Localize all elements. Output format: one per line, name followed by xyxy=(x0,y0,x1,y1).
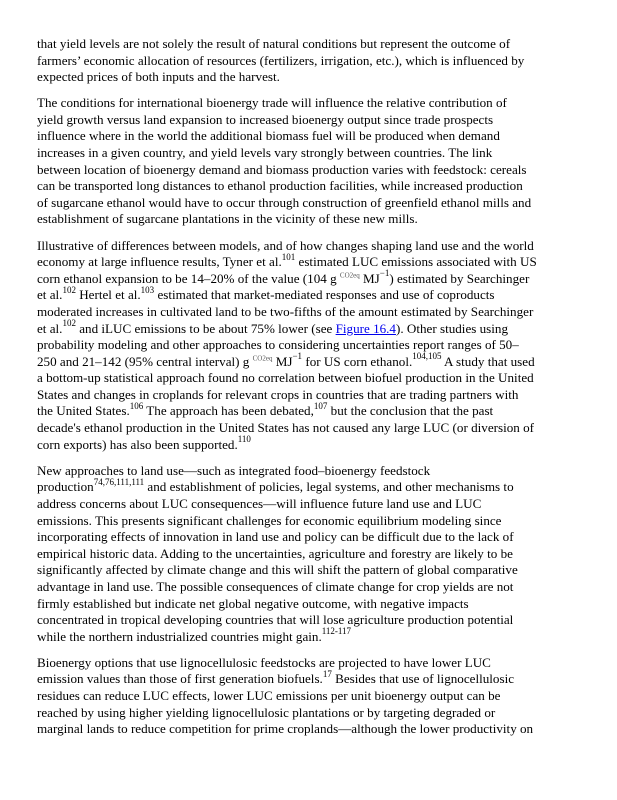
text-line: Illustrative of differences between models, and of how changes shaping land use and the world xyxy=(37,237,534,253)
text-line: The conditions for international bioenergy trade will influence the relative contribution of xyxy=(37,95,507,111)
text-line: establishment of sugarcane plantations in the vicinity of these new mills. xyxy=(37,211,418,227)
text-line: while the northern industrialized countries might gain. xyxy=(37,628,322,644)
text-line: emissions. This presents significant challenges for economic equilibrium modeling since xyxy=(37,512,502,528)
text-line: marginal lands to reduce competition for prime croplands—although the lower productivity on xyxy=(37,721,534,737)
text-line: production xyxy=(37,479,94,495)
text-line: Bioenergy options that use lignocellulosic feedstocks are projected to have lower LUC xyxy=(37,654,491,670)
text-line: A study that used xyxy=(441,353,535,369)
exponent: −1 xyxy=(379,268,390,279)
text-line: a bottom-up statistical approach found no correlation between biofuel production in the United xyxy=(37,370,534,386)
text-line: Besides that use of lignocellulosic xyxy=(331,671,515,687)
citation-ref: 17 xyxy=(322,669,332,680)
text-line: for US corn ethanol. xyxy=(302,353,413,369)
text-line: corn exports) has also been supported. xyxy=(37,436,238,452)
citation-ref: 102 xyxy=(62,318,76,329)
text-line: and establishment of policies, legal systems, and other mechanisms to xyxy=(144,479,514,495)
text-line: influence where in the world the additional biomass fuel will be produced when demand xyxy=(37,128,500,144)
paragraph-model-differences xyxy=(37,238,583,454)
paragraph-lignocellulosic xyxy=(37,655,583,738)
text-line: probability modeling and other approaches to considering uncertainties report ranges of 50– xyxy=(37,337,519,353)
citation-ref: 106 xyxy=(129,401,144,412)
text-line: residues can reduce LUC effects, lower LUC emissions per unit bioenergy output can be xyxy=(37,687,501,703)
text-line: et al. xyxy=(37,320,63,336)
text-line: States and changes in croplands for relevant crops in countries that are trading partners with xyxy=(37,386,519,402)
exponent: −1 xyxy=(292,351,303,362)
text-line: yield growth versus land expansion to increased bioenergy output since trade prospects xyxy=(37,111,494,127)
citation-ref: 107 xyxy=(313,401,328,412)
text-line: concentrated in tropical developing countries that will lose agriculture production potential xyxy=(37,612,514,628)
citation-ref: 102 xyxy=(62,284,76,295)
text-line: estimated LUC emissions associated with US xyxy=(295,254,537,270)
text-line: expected prices of both inputs and the harvest. xyxy=(37,69,280,85)
text-line: but the conclusion that the past xyxy=(327,403,494,419)
text-line: The approach has been debated, xyxy=(143,403,314,419)
text-line: and iLUC emissions to be about 75% lower (see xyxy=(75,320,336,336)
citation-ref: 104,105 xyxy=(412,351,442,362)
paragraph-yield-levels xyxy=(37,36,583,86)
text-line: significantly affected by climate change and this will shift the pattern of global comparative xyxy=(37,562,518,578)
text-line: that yield levels are not solely the result of natural conditions but represent the outcome of xyxy=(37,36,511,51)
text-line: New approaches to land use—such as integrated food–bioenergy feedstock xyxy=(37,462,431,478)
text-line: 250 and 21–142 (95% central interval) g xyxy=(37,353,253,369)
text-line: reached by using higher yielding lignocellulosic plantations or by targeting degraded or xyxy=(37,704,496,720)
text-line: MJ xyxy=(359,270,380,286)
text-line: ) estimated by Searchinger xyxy=(389,270,530,286)
text-line: advantage in land use. The possible consequences of climate change for crop yields are not xyxy=(37,578,514,594)
text-line: increases in a given country, and yield levels vary strongly between countries. The link xyxy=(37,145,493,161)
text-line: MJ xyxy=(272,353,293,369)
document-page xyxy=(37,36,583,747)
citation-ref: 110 xyxy=(237,434,251,445)
unit-co2eq: CO2eq xyxy=(339,271,360,280)
text-line: between location of bioenergy demand and biomass production varies with feedstock: cereals xyxy=(37,161,527,177)
citation-ref: 103 xyxy=(140,284,155,295)
text-line: address concerns about LUC consequences—will influence future land use and LUC xyxy=(37,495,482,511)
text-line: empirical historic data. Adding to the uncertainties, agriculture and forestry are likely to be xyxy=(37,545,513,561)
citation-ref: 112-117 xyxy=(321,626,352,637)
text-line: incorporating effects of innovation in land use and policy can be difficult due to the lack of xyxy=(37,529,514,545)
text-line: firmly established but indicate net global negative outcome, with negative impacts xyxy=(37,595,469,611)
text-line: of sugarcane ethanol would have to occur through construction of greenfield ethanol mills and xyxy=(37,194,532,210)
text-line: economy at large influence results, Tyner et al. xyxy=(37,254,282,270)
paragraph-bioenergy-trade xyxy=(37,95,583,228)
citation-ref: 101 xyxy=(281,251,296,262)
text-line: farmers’ economic allocation of resources (fertilizers, irrigation, etc.), which is influenced by xyxy=(37,52,525,68)
text-line: the United States. xyxy=(37,403,130,419)
citation-ref: 74,76,111,111 xyxy=(93,476,145,487)
text-line: moderated increases in cultivated land to be two-fifths of the amount estimated by Searchinger xyxy=(37,303,534,319)
text-line: emission values than those of first generation biofuels. xyxy=(37,671,323,687)
text-line: decade's ethanol production in the United States has not caused any large LUC (or diversion of xyxy=(37,420,534,436)
text-line: ). Other studies using xyxy=(395,320,508,336)
text-line: estimated that market-mediated responses and use of coproducts xyxy=(154,287,495,303)
text-line: et al. xyxy=(37,287,63,303)
text-line: can be transported long distances to ethanol production facilities, while increased production xyxy=(37,178,523,194)
paragraph-new-approaches xyxy=(37,463,583,646)
unit-co2eq: CO2eq xyxy=(252,354,273,363)
text-line: corn ethanol expansion to be 14–20% of the value (104 g xyxy=(37,270,340,286)
text-line: Hertel et al. xyxy=(75,287,141,303)
figure-link[interactable]: Figure 16.4 xyxy=(335,320,396,336)
